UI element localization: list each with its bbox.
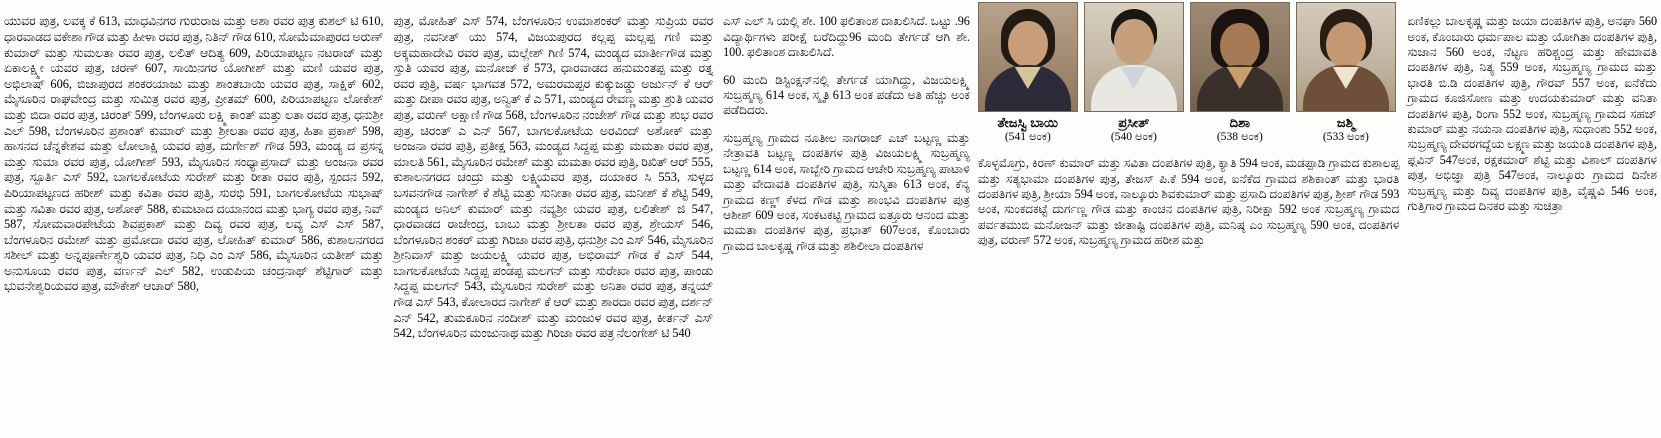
- column-2-paragraph: ಪುತ್ರ, ಮೋಹಿತ್ ಎಸ್ 574, ಬೆಂಗಳೂರಿನ ಉಮಾಶಂಕರ್ ಮತ್ತು ಸುಪ್ರಿಯ ರವರ ಪುತ್ರ, ನವನೀತ್ ಯು 574, ವಿಜಯಪುರದ ಕಲ್ಲಪ್ಪ ಮಲ್ಲಪ್ಪ ಗಣಿ ಮತ್ತು ಅಕ್ಕಮಹಾದೇವಿ ರವರ ಪುತ್ರ, ಮಲ್ಲೇಶ್ ಗಿಣಿ 574, ಮಂಡ್ಯದ ಮಾರ್ತೀಗೌಡ ಮತ್ತು ಸ್ತುತಿ ಯವರ ಪುತ್ರ, ಮನೋಜ್ ಕೆ 573, ಧಾರವಾಡದ ಹನುಮಂತಪ್ಪ ಮತ್ತು ರತ್ನ ರವರ ಪುತ್ರಿ, ವರ್ಷ ಭಾಗವತ 572, ಅಮರಮಪ್ಪರ ಕುಕ್ಕುಜಡ್ಡು ಅರ್ಜುನ್ ಕೆ ಆರ್ ಮತ್ತು ದೀಪಾ ರವರ ಪುತ್ರ, ಅನ್ವಿತ್ ಕೆ ಎ 571, ಮಂಡ್ಯದ ರೇವಣ್ಣ ಮತ್ತು ಶ್ರುತಿ ಯವರ ಪುತ್ರ, ವರುಣ್ ಅಕ್ಷಾಣಿ ಗೌಡ 568, ಬೆಂಗಳೂರಿನ ನಂಜೇಶ್ ಗೌಡ ಮತ್ತು ಶುಭ ರವರ ಪುತ್ರ, ಚಿರಂತ್ ಎ ಎನ್ 567, ಬಾಗಲಕೋಟೆಯ ಅರವಿಂದ್ ಅಶೋಕ್ ಮತ್ತು ಅಂಜನಾ ರವರ ಪುತ್ರಿ, ಪ್ರತೀಕ್ಷ 563, ಮಂಡ್ಯದ ಸಿದ್ದಪ್ಪ ಮತ್ತು ಮಮತಾ ರವರ ಪುತ್ರ, ಮಾಲತಿ 561, ಮೈಸೂರಿನ ರಮೇಶ್ ಮತ್ತು ಮಮತಾ ರವರ ಪುತ್ರಿ, ರಿಖಿತ್ ಆರ್ 555, ಕುಶಾಲನಗರದ ಚಂದ್ರು ಮತ್ತು ಲಕ್ಷ್ಮಿಯವರ ಪುತ್ರ, ದಯಾಕರ ಸಿ 553, ಸುಳ್ಳದ ಬಸವನಗೌಡ ನಾಗೇಶ್ ಕೆ ಶೆಟ್ಟಿ ಮತ್ತು ಸುನೀತಾ ರವರ ಪುತ್ರ, ಮನೀಶ್ ಕೆ ಶೆಟ್ಟಿ 549, ಮಂಡ್ಯದ ಅನಿಲ್ ಕುಮಾರ್ ಮತ್ತು ನವ್ಯಶ್ರೀ ಯವರ ಪುತ್ರ, ಲಲಿತೇಶ್ ಜಿ 547, ಧಾರವಾಡದ ರಾಜೇಂದ್ರ, ಬಾಬು ಮತ್ತು ಶ್ರೀಲತಾ ರವರ ಪುತ್ರ, ಶ್ರೇಯಸ್ 546, ಬೆಂಗಳೂರಿನ ಶಂಕರ್ ಮತ್ತು ಗಿರಿಜಾ ರವರ ಪುತ್ರಿ, ಧನುಶ್ರೀ ಎಂ ಎಸ್ 546, ಮೈಸೂರಿನ ಶ್ರೀನಿವಾಸ್ ಮತ್ತು ಜಯಲಕ್ಷ್ಮಿ ಯವರ ಪುತ್ರ, ಅಭಿರಾಮ್ ಗೌಡ ಕೆ ಎಸ್ 544, ಬಾಗಲಕೋಟೆಯ ಸಿದ್ದಪ್ಪ ಪಂಡಪ್ಪ ಮಲಗನ್ ಮತ್ತು ಸುರೇಖಾ ರವರ ಪುತ್ರ, ಪಾಂಡು ಸಿದ್ದಪ್ಪ ಮಲಗನ್ 543, ಮೈಸೂರಿನ ಸುರೇಶ್ ಮತ್ತು ಅನಿತಾ ರವರ ಪುತ್ರ, ತನ್ನಯ್ ಗೌಡ ಎಸ್ 543, ಕೋಲಾರದ ನಾಗೇಶ್ ಕೆ ಆರ್ ಮತ್ತು ಶಾರದಾ ರವರ ಪುತ್ರ, ದರ್ಶನ್ ಎನ್ 542, ತುಮಕೂರಿನ ನಂದೀಶ್ ಮತ್ತು ಮಂಜುಳ ರವರ ಪುತ್ರ, ಕೀರ್ತನ್ ಎಸ್ 542, ಬೆಂಗಳೂರಿನ ಮಂಜುನಾಥ ಮತ್ತು ಗಿರಿಜಾ ರವರ ಪತ್ರ ನೆಲಂಗೇಶ್ ಟಿ 540: [393, 14, 714, 341]
- column-5-paragraph: ಏಣಿಕಲ್ಲು ಬಾಲಕೃಷ್ಣ ಮತ್ತು ಜಯಾ ದಂಪತಿಗಳ ಪುತ್ರಿ, ಅನಘಾ 560 ಅಂಕ, ಕೊಂಬಾರು ಧರ್ಮಪಾಲ ಮತ್ತು ಯೋಗಿತಾ ದಂಪತಿಗಳ ಪುತ್ರಿ, ಸುಜಾನ 560 ಅಂಕ, ನೆಟ್ಟಣ ಹರಿಶ್ಚಂದ್ರ ಮತ್ತು ಹೇಮಾವತಿ ದಂಪತಿಗಳ ಪುತ್ರಿ, ನಿತ್ಯ 559 ಅಂಕ, ಸುಬ್ರಹ್ಮಣ್ಯ ಗ್ರಾಮದ ಮತ್ತು ಭಾರತಿ ಬಿ.ಡಿ ದಂಪತಿಗಳ ಪುತ್ರಿ, ಗೌರವ್ 557 ಅಂಕ, ಐನೆಕೆದು ಗ್ರಾಮದ ಕೂಜಿಸೋಣ ಮತ್ತು ಉದಯಕುಮಾರ್ ಮತ್ತು ವನಿತಾ ದಂಪತಿಗಳ ಪುತ್ರಿ, ರಿಂಗಾ 552 ಅಂಕ, ಸುಬ್ರಹ್ಮಣ್ಯ ಗ್ರಾಮದ ಸಹಜ್ ಕುಮಾರ್ ಮತ್ತು ನಯನಾ ದಂಪತಿಗಳ ಪುತ್ರಿ, ಸುಧಾಂಶು 552 ಅಂಕ, ಸುಬ್ರಹ್ಮಣ್ಯ ದೇವರಗದ್ದೆಯ ಲಕ್ಷ್ಮಣ ಮತ್ತು ಜಯಂತಿ ದಂಪತಿಗಳ ಪುತ್ರಿ, ಫ್ಲವಿನ್ 547ಅಂಕ, ರಕ್ಷಕಮಾರ್ ಶೆಟ್ಟಿ ಮತ್ತು ವಿಶಾಲ್ ದಂಪತಿಗಳ ಪುತ್ರ, ಅಭಿಜ್ಞಾ ಪುತ್ರಿ 547ಅಂಕ, ನಾಲ್ಕೂರು ಗ್ರಾಮದ ದಿನೇಶ ಸುಬ್ರಹ್ಮಣ್ಯ ಮತ್ತು ದಿವ್ಯ ದಂಪತಿಗಳ ಪುತ್ರಿ, ವೈಷ್ಣವಿ 546 ಅಂಕ, ಗುತ್ತಿಗಾರ ಗ್ರಾಮದ ದಿನಕರ ಮತ್ತು ಸುಚಿತ್ರಾ: [1407, 14, 1657, 214]
- student-photo-strip: [978, 2, 1399, 144]
- student-portrait: [1296, 2, 1396, 112]
- column-1-paragraph: ಯುವರ ಪುತ್ರ, ಲವ‍ಕ್ಕ ಕೆ 613, ಮಾಧವಿನಗರ ಗುರುರಾಜ ಮತ್ತು ಅಶಾ ರವರ ಪುತ್ರ ಕುಶಲ್ ಟಿ 610, ಧಾರವಾಡದ ವಕೇಶಾ ಗೌಡ ಮತ್ತು ಹೀಳಾ ರವರ ಪುತ್ರ, ನಿತಿನ್ ಗೌಡ 610, ಸೋಮೆಮಾಪುರದ ಅರುಣ್ ಕುಮಾರ್ ಮತ್ತು ಸುಮಲತಾ ರವರ ಪುತ್ರ, ಲಲಿತ್ ಆದಿತ್ಯ 609, ಪಿರಿಯಾಪಟ್ಟಣ ನಟರಾಜ್ ಮತ್ತು ಏಕಾಲಕ್ಷ್ಮೀ ಯವರ ಪುತ್ರ, ಚರಣ್ 607, ಸಾಯಿನಗರ ಯೋಗೀಶ್ ಮತ್ತು ಮಣಿ ಯವರ ಪುತ್ರ, ಅಭಿಲಾಷ್ 606, ಬಿಜಾಪುರದ ಶಂಕರಯಾಜು ಮತ್ತು ಶಾಂತಬಾಯಿ ಯವರ ಪುತ್ರ, ಸಾಕ್ಷಿ‍ಕ್ 602, ಮೈಸೂರಿನ ರಾಘವೇಂದ್ರ ಮತ್ತು ಸುಮಿತ್ರ ರವರ ಪುತ್ರ, ಪ್ರೀತಮ್ 600, ಪಿರಿಯಾಪಟ್ಟಣ ಲೋಕೇಶ್ ಮತ್ತು ಬಿದಾ ರವರ ಪುತ್ರ, ಚಿರಂತ್ 599, ಬೆಂಗಳೂರು ಲಕ್ಷ್ಮಿ ಕಾಂತ್ ಮತ್ತು ಲತಾ ರವರ ಪುತ್ರ, ಧನುಶ್ರೀ ಎಲ್ 598, ಬೆಂಗಳೂರಿನ ಪ್ರಶಾಂತ್ ಕುಮಾರ್ ಮತ್ತು ಶ್ರೀಲತಾ ರವರ ಪುತ್ರ, ಹಿತಾ ಪ್ರಕಾಶ್ 598, ಹಾಸನದ ಚೆನ್ನಕೇಶವ ಮತ್ತು ಲೋಲಾಕ್ಷಿ ಯವರ ಪುತ್ರ, ದುರ್ಗೇಶ್ ಗೌಡ 593, ಮಂಡ್ಯ ದ ಪ್ರಸನ್ನ ಮತ್ತು ಸುಮಾ ರವರ ಪುತ್ರ, ಯೋಗೀಶ್ 593, ಮೈಸೂರಿನ ಸಂಧ್ಯಾಪ್ರಸಾದ್ ಮತ್ತು ಅಂಜನಾ ರವರ ಪುತ್ರ, ಸ್ಪೂರ್ತಿ ಎಸ್ 592, ಬಾಗಲಕೋಟೆಯ ಸುರೇಶ್ ಮತ್ತು ರೀತಾ ರವರ ಪುತ್ರಿ, ಸ್ಪಂದನ 592, ಪಿರಿಯಾಪಟ್ಟಣದ ಹರೀಶ್ ಮತ್ತು ಕವಿತಾ ರವರ ಪುತ್ರಿ, ಸುರಭಿ 591, ಬಾಗಲಕೋಟೆಯ ಸುಭಾಷ್ ಮತ್ತು ಸವಿತಾ ರವರ ಪುತ್ರ, ಅಶೋಕ್ 588, ಕುಮಟಾದ ದಯಾನಂದ ಮತ್ತು ಭಾಗ್ಯ ರವರ ಪುತ್ರ, ನಿವ್ 587, ಸೋಮವಾರಪೇಟೆಯ ಶಿವಪ್ರಕಾಶ್ ಮತ್ತು ದಿವ್ಯ ರವರ ಪುತ್ರ, ಲವ್ಯ ಎಸ್ ಎಸ್ 587, ಬೆಂಗಳೂರಿನ ರಮೇಶ್ ಮತ್ತು ಪ್ರಮೋದಾ ರವರ ಪುತ್ರ, ಲೋಹಿತ್ ಕುಮಾರ್ 586, ಕುಶಾಲನಗರದ ಸಶೀಲ್ ಮತ್ತು ಅನ್ನಪೂರ್ಣೇಶ್ವರಿ ಯವರ ಪುತ್ರ, ನಿಧಿ ಎಂ ಎಸ್ 586, ಮೈಸೂರಿನ ಯತೀಶ್ ಮತ್ತು ಅನುಸೂಯ ರವರ ಪುತ್ರ, ವರ್ಣನ್ ಎಲ್ 582, ಉಡುಪಿಯ ಚಂದ್ರನಾಥ್ ಶೆಟ್ಟಿಗಾರ್ ಮತ್ತು ಭುವನೇಶ್ವರಿಯವರ ಪುತ್ರ, ಮೌಕೇಶ್ ಆಚಾರ್ 580,: [4, 14, 384, 294]
- student-portrait: [1084, 2, 1184, 112]
- column-4-paragraph: ಕೊಳ್ಳಮೊಗ್ರು, ಕಿರಣ್ ಕುಮಾರ್ ಮತ್ತು ಸವಿತಾ ದಂಪತಿಗಳ ಪುತ್ರಿ, ಕ್ಯಾತಿ 594 ಅಂಕ, ಮಡಪ್ಪಾಡಿ ಗ್ರಾಮದ ಕುಶಾಲಪ್ಪ ಮತ್ತು ಸತ್ಯಭಾಮಾ ದಂಪತಿಗಳ ಪುತ್ರ, ತೇಜಸ್ ಪಿ.ಕೆ 594 ಅಂಕ, ಐನೆಕೆದ ಗ್ರಾಮದ ಶಶಿಕಾಂತ್ ಮತ್ತು ಭಾರತಿ ದಂಪತಿಗಳ ಪುತ್ರಿ, ಶ್ರೀಯಾ 594 ಅಂಕ, ನಾಲ್ಕೂರು ಶಿವಕುಮಾರ್ ಮತ್ತು ಪ್ರಸಾದಿ ದಂಪತಿಗಳ ಪುತ್ರ, ಶ್ರೀಶ್ ಗೌಡ 593 ಅಂಕ, ಸುಂಕದಕಟ್ಟೆ ದುರ್ಗಣ್ಣ ಗೌಡ ಮತ್ತು ಕಾಂಚನ ದಂಪತಿಗಳ ಪುತ್ರಿ, ನಿರೀಕ್ಷಾ 592 ಅಂಕ ಸುಬ್ರಹ್ಮಣ್ಯ ಗ್ರಾಮದ ಪರ್ವತಮುಬಿ ಮನೋಜನ್ ಮತ್ತು ಜೀತಾಷ್ಟಿ ದಂಪತಿಗಳ ಪುತ್ರಿ, ಮನಿಷ್ಠ ಎಂ ಸುಬ್ರಹ್ಮಣ್ಯ 590 ಅಂಕ, ದಂಪತಿಗಳ ಪುತ್ರ, ವರುಣ್ 572 ಅಂಕ, ಸುಬ್ರಹ್ಮಣ್ಯ ಗ್ರಾಮದ ಹರೀಶ ಮತ್ತು: [977, 156, 1400, 248]
- column-3-paragraph-3: ಸುಬ್ರಹ್ಮಣ್ಯ ಗ್ರಾಮದ ನೂತೀಲ ನಾಗರಾಜ್ ಎಚ್ ಬಟ್ಟಣ್ಣ ಮತ್ತು ನೇತ್ರಾವತಿ ಬಟ್ಟಣ್ಣ ದಂಪತಿಗಳ ಪುತ್ರಿ ವಿಜಯಲಕ್ಷ್ಮಿ ಸುಬ್ರಹ್ಮಣ್ಯ ಬಟ್ಟಣ್ಣ 614 ಅಂಕ, ಸಾಬ್ಬೇರಿ ಗ್ರಾಮದ ಆಚೇರಿ ಸುಬ್ರಹ್ಮಣ್ಯ ಪಾಟಾಳಿ ಮತ್ತು ವೇದಾವತಿ ದಂಪತಿಗಳ ಪುತ್ರಿ, ಸುಸ್ಮಿತಾ 613 ಅಂಕ, ಕೆನ್ಯ ಗ್ರಾಮದ ಕಣ್ಣ್ ಕೆಳದ ಗೌಡ ಮತ್ತು ಶಾಂಭವಿ ದಂಪತಿಗಳ ಪುತ್ರ ಆಶೀಶ್ 609 ಅಂಕ, ಸಂಕಟಕಟ್ಟಿ ಗ್ರಾಮದ ಐತ್ತೂರು ಆನಂದ ಮತ್ತು ಮಮತಾ ದಂಪತಿಗಳ ಪುತ್ರ, ಪ್ರಭಾತ್ 607ಅಂಕ, ಕೊಂಬಾರು ಗ್ರಾಮದ ಬಾಲಕೃಷ್ಣ ಗೌಡ ಮತ್ತು ಶಶಿಲೀಲಾ ದಂಪತಿಗಳ: [723, 131, 970, 253]
- student-marks: (533 ಅಂಕ): [1322, 130, 1369, 143]
- portrait-face: [1008, 21, 1048, 67]
- student-name: ದಿಶಾ: [1229, 115, 1251, 130]
- column-3-paragraph-2: 60 ಮಂದಿ ಡಿಸ್ಟಿಂಕ್ಷನ್‌ನಲ್ಲಿ ತೇರ್ಗಡೆ ಯಾಗಿದ್ದು, ವಿಜಯಲಕ್ಷ್ಮಿ ಸುಬ್ರಹ್ಮಣ್ಯ 614 ಅಂಕ, ಸ್ಮೃತಿ 613 ಅಂಕ ಪಡೆದು ಅತಿ ಹೆಚ್ಚು ಅಂಕ ಪಡೆದಿದರು.: [723, 72, 970, 118]
- portrait-face: [1220, 23, 1260, 69]
- column-3-paragraph-1: ಎಸ್ ಎಲ್ ಸಿ ಯಲ್ಲಿ ಶೇ. 100 ಫಲಿತಾಂಶ ದಾಖಲಿಸಿದೆ. ಒಟ್ಟು .96 ವಿದ್ಯಾರ್ಥಿಗಳು ಪರೀಕ್ಷೆ ಬರೆದಿದ್ದು96 ಮಂದಿ ತೇರ್ಗಡೆ ಆಗಿ ಶೇ. 100. ಫಲಿತಾಂಶ ದಾಖಲಿಸಿದೆ.: [723, 14, 970, 59]
- student-photo-card: [1084, 2, 1184, 144]
- portrait-face: [1326, 22, 1366, 68]
- student-marks: (541 ಅಂಕ): [1004, 130, 1051, 143]
- student-photo-card: [1296, 2, 1396, 144]
- student-name: ತೇಜಸ್ವಿ ಬಾಯಿ: [997, 115, 1059, 130]
- column-4: [978, 2, 1407, 438]
- student-marks: (540 ಅಂಕ): [1110, 130, 1157, 143]
- student-marks: (538 ಅಂಕ): [1216, 130, 1263, 143]
- portrait-face: [1114, 19, 1154, 65]
- column-5: [1407, 2, 1657, 438]
- student-name: ಜಶ್ಮಿ: [1336, 115, 1355, 130]
- student-portrait: [1190, 2, 1290, 112]
- student-photo-card: [1190, 2, 1290, 144]
- student-name: ಪ್ರಸೀತ್: [1118, 115, 1150, 130]
- column-3: [723, 2, 978, 438]
- student-portrait: [978, 2, 1078, 112]
- column-2: [394, 2, 724, 438]
- column-1: [4, 2, 394, 438]
- student-photo-card: [978, 2, 1078, 144]
